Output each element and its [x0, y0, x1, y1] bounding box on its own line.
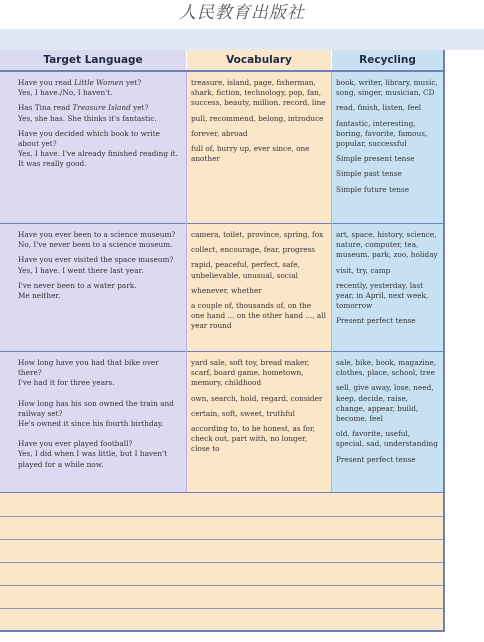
row2-a3: Me neither. [18, 291, 61, 301]
row3-vocab-nouns: yard sale, soft toy, bread maker, scarf, board game, hometown, memory, childhood [191, 358, 310, 388]
row1-target-language [0, 72, 186, 245]
row2-vocab-adjectives: rapid, peaceful, perfect, safe, unbelievable, unusual, social [191, 260, 300, 280]
row2-a2: Yes, I have. I went there last year. [18, 265, 144, 275]
row3-recycle-tense: Present perfect tense [336, 454, 416, 464]
row2-vocab-conjunctions: whenever, whether [191, 285, 262, 295]
row3-vocab-adjectives: certain, soft, sweet, truthful [191, 408, 295, 418]
row1-vocab-nouns: treasure, island, page, fisherman, shark, fiction, technology, pop, fan, success, beauty, million, record, line [191, 78, 326, 108]
row1-q2-title: Treasure Island [72, 103, 131, 113]
row3-q3: Have you ever played football? [18, 439, 133, 449]
blank-line [0, 562, 443, 563]
unit-summary-table [0, 50, 445, 632]
row3-a1: I've had it for three years. [18, 378, 115, 388]
row3-vocab-verbs: own, search, hold, regard, consider [191, 393, 323, 403]
row1-vocab-phrases: full of, hurry up, ever since, one another [191, 144, 310, 164]
row3-recycle-adjectives: old, favorite, useful, special, sad, understanding [336, 429, 438, 449]
row2-q1: Have you ever been to a science museum? [18, 230, 176, 239]
row1-vocab-adverbs: forever, abroad [191, 128, 248, 138]
row3-recycling [332, 352, 443, 492]
row2-recycle-time: recently, yesterday, last year, in April, next week, tomorrow [336, 280, 429, 311]
header-vocabulary: Vocabulary [187, 50, 331, 70]
row2-recycle-tense: Present perfect tense [336, 316, 416, 326]
header-recycling: Recycling [332, 50, 443, 70]
row1-recycle-tense2: Simple past tense [336, 169, 402, 179]
row2-q3: I've never been to a water park. [18, 280, 137, 290]
row2-recycle-verbs: visit, try, camp [336, 265, 391, 275]
row2-target-language [0, 224, 186, 351]
header-target-language: Target Language [0, 50, 186, 70]
row1-q2: Has Tina read Treasure Island yet? [18, 103, 149, 113]
row3-q1: How long have you had that bike over there? [18, 358, 159, 378]
row2-recycling [332, 224, 443, 351]
row2-vocab-verbs: collect, encourage, fear, progress [191, 245, 316, 255]
row2-a1: No, I've never been to a science museum. [18, 240, 173, 250]
blank-line [0, 539, 443, 540]
row1-recycling [332, 72, 443, 245]
row1-recycle-tense3: Simple future tense [336, 184, 410, 194]
row3-target-language [0, 352, 186, 492]
row3-recycle-verbs: sell, give away, lose, need, keep, decide, raise, change, appear, build, become, feel [336, 383, 434, 424]
row2-q2: Have you ever visited the space museum? [18, 255, 174, 265]
row1-vocab-verbs: pull, recommend, belong, introduce [191, 113, 324, 123]
row2-vocab-nouns: camera, toilet, province, spring, fox [191, 230, 324, 239]
column-divider [186, 72, 187, 492]
row1-recycle-adjectives: fantastic, interesting, boring, favorite, famous, popular, successful [336, 118, 428, 149]
row2-recycle-nouns: art, space, history, science, nature, computer, tea, museum, park, zoo, holiday [336, 230, 438, 260]
row1-recycle-tense1: Simple present tense [336, 154, 415, 164]
row3-a3: Yes, I did when I was little, but I haven't played for a while now. [18, 449, 168, 469]
row2-vocab-phrases: a couple of, thousands of, on the one hand ... on the other hand ..., all year round [191, 301, 326, 331]
row1-q1: Have you read Little Women yet? [18, 78, 142, 87]
publisher-logo: 人民教育出版社 [179, 3, 305, 23]
row3-vocab-phrases: according to, to be honest, as for, check out, part with, no longer, close to [191, 424, 315, 454]
row3-vocabulary [187, 352, 331, 492]
blank-line [0, 585, 443, 586]
top-band [0, 29, 484, 50]
row1-recycle-verbs: read, finish, listen, feel [336, 103, 422, 113]
row1-q3: Have you decided which book to write about yet? [18, 128, 160, 149]
row1-vocabulary [187, 72, 331, 245]
row1-a2: Yes, she has. She thinks it's fantastic. [18, 113, 157, 123]
row1-recycle-nouns: book, writer, library, music, song, singer, musician, CD [336, 78, 438, 98]
row2-vocabulary [187, 224, 331, 351]
row3-q2: How long has his son owned the train and railway set? [18, 398, 174, 418]
blank-line [0, 608, 443, 609]
row1-a3: Yes, I have. I've already finished reading it. It was really good. [18, 149, 178, 169]
column-divider [331, 72, 332, 492]
blank-line [0, 516, 443, 517]
row3-recycle-nouns: sale, bike, book, magazine, clothes, place, school, tree [336, 358, 437, 378]
row1-q1-title: Little Women [74, 78, 124, 87]
row3-a2: He's owned it since his fourth birthday. [18, 419, 164, 429]
row1-a1: Yes, I have./No, I haven't. [18, 88, 113, 98]
